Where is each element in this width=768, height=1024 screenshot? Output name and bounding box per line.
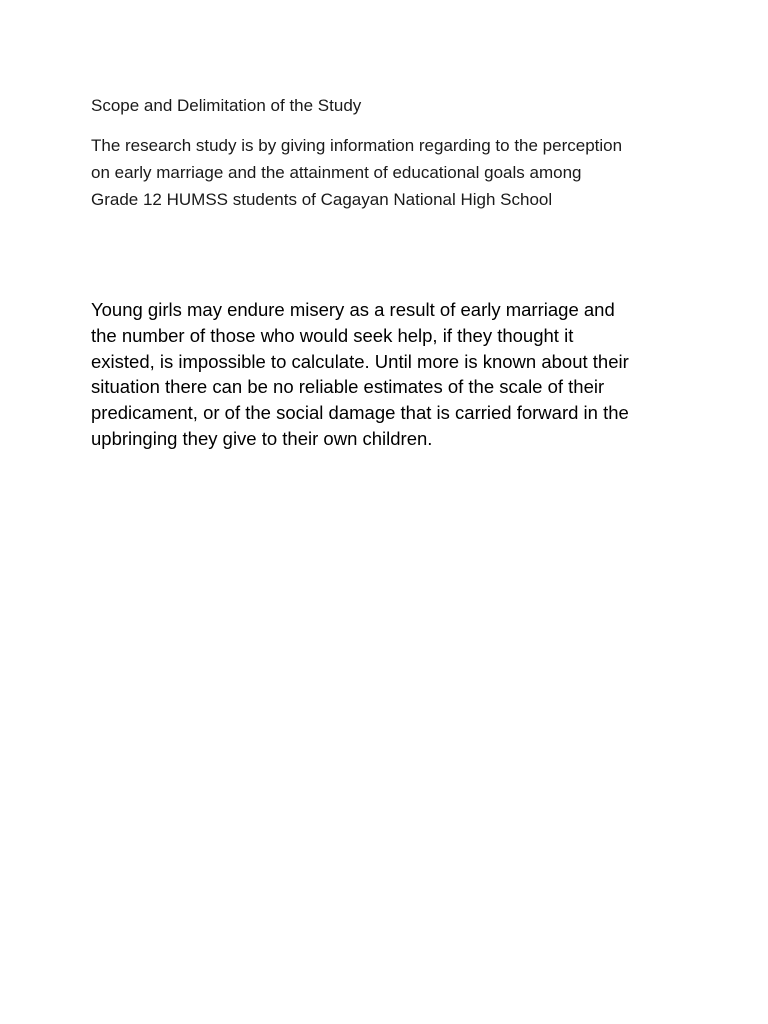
paragraph-line: existed, is impossible to calculate. Until more is known about their — [91, 350, 629, 372]
paragraph-line: upbringing they give to their own children. — [91, 427, 433, 449]
scope-paragraph — [91, 132, 691, 213]
paragraph-line: on early marriage and the attainment of educational goals among — [91, 163, 582, 182]
paragraph-line: Young girls may endure misery as a result of early marriage and — [91, 299, 615, 320]
paragraph-line: The research study is by giving information regarding to the perception — [91, 136, 623, 155]
paragraph-line: predicament, or of the social damage that is carried forward in the — [91, 402, 629, 424]
paragraph-line: the number of those who would seek help, if they thought it — [91, 324, 574, 346]
early-marriage-paragraph — [91, 297, 711, 452]
paragraph-line: situation there can be no reliable estimates of the scale of their — [91, 376, 605, 398]
section-heading: Scope and Delimitation of the Study — [91, 96, 362, 115]
paragraph-line: Grade 12 HUMSS students of Cagayan National High School — [91, 190, 553, 209]
